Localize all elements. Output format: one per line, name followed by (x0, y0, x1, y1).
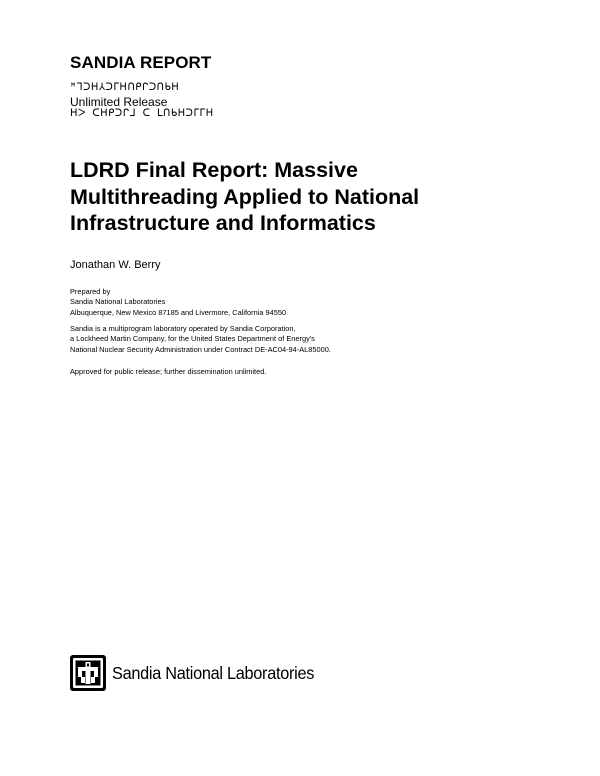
report-number-garbled: ꟸᒣᑐᕼ⅄ᑐᒥᕼᑎᑭᒋᑐᑎᑲᕼ (70, 82, 180, 93)
release-status: Unlimited Release (70, 95, 168, 109)
logo-text: Sandia National Laboratories (112, 662, 315, 683)
approval-text: Approved for public release; further dissemination unlimited. (70, 367, 267, 376)
sandia-statement-block (70, 324, 331, 355)
sandia-statement-line-1: Sandia is a multiprogram laboratory operated by Sandia Corporation, (70, 324, 296, 333)
title-line-2: Multithreading Applied to National (70, 184, 420, 209)
sandia-logo (70, 655, 329, 691)
approval-statement (70, 367, 266, 377)
sandia-statement-line-3: National Nuclear Security Administration under Contract DE-AC04-94-AL85000. (70, 344, 331, 354)
title-line-1: LDRD Final Report: Massive (70, 158, 358, 182)
report-title (70, 157, 540, 237)
prepared-address-line: Albuquerque, New Mexico 87185 and Livermore, California 94550 (70, 307, 287, 317)
prepared-by-line: Prepared by (70, 287, 111, 296)
prepared-org-line: Sandia National Laboratories (70, 297, 166, 307)
report-label: SANDIA REPORT (70, 53, 212, 72)
sandia-statement-line-2: a Lockheed Martin Company, for the United States Department of Energy's (70, 334, 315, 344)
sandia-thunderbird-icon (70, 655, 106, 691)
print-date-garbled: ᕼᐳ ᑕᕼᑭᑐᒋᒧ ᑕ ᒪᑎᑲᕼᑐᒥᒥᕼ (70, 108, 214, 119)
title-line-3: Infrastructure and Informatics (70, 211, 376, 235)
prepared-by-block (70, 287, 286, 318)
author-name: Jonathan W. Berry (70, 259, 161, 271)
